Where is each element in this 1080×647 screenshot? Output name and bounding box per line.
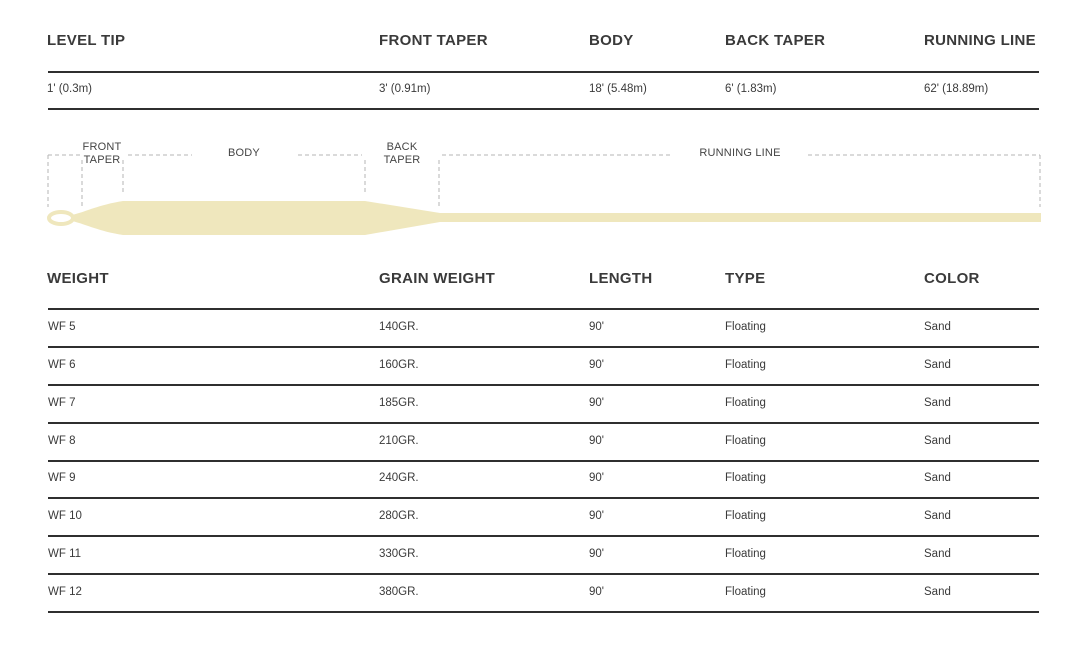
row-divider xyxy=(48,384,1039,386)
color-cell: Sand xyxy=(924,510,951,522)
weight-cell: WF 9 xyxy=(48,472,76,484)
row-divider xyxy=(48,611,1039,613)
front-taper-header: FRONT TAPER xyxy=(379,32,488,49)
diagram-running-line-label: RUNNING LINE xyxy=(699,147,781,159)
front-taper-value: 3' (0.91m) xyxy=(379,83,431,95)
grain-weight-cell: 380GR. xyxy=(379,586,419,598)
length-cell: 90' xyxy=(589,359,604,371)
grain-weight-header: GRAIN WEIGHT xyxy=(379,270,496,287)
row-divider xyxy=(48,573,1039,575)
fly-line-shape xyxy=(72,201,1041,235)
grain-weight-cell: 210GR. xyxy=(379,435,419,447)
grain-weight-cell: 160GR. xyxy=(379,359,419,371)
weight-cell: WF 8 xyxy=(48,435,76,447)
back-taper-value: 6' (1.83m) xyxy=(725,83,777,95)
type-cell: Floating xyxy=(725,472,766,484)
color-cell: Sand xyxy=(924,359,951,371)
front-taper-label-line2: TAPER xyxy=(83,154,121,166)
diagram-body-label: BODY xyxy=(228,147,260,159)
color-cell: Sand xyxy=(924,586,951,598)
length-header: LENGTH xyxy=(589,270,653,287)
grain-weight-cell: 185GR. xyxy=(379,397,419,409)
running-line-value: 62' (18.89m) xyxy=(924,83,989,95)
color-cell: Sand xyxy=(924,548,951,560)
color-cell: Sand xyxy=(924,397,951,409)
length-cell: 90' xyxy=(589,397,604,409)
back-taper-label-line1: BACK xyxy=(386,141,418,153)
length-cell: 90' xyxy=(589,586,604,598)
back-taper-header: BACK TAPER xyxy=(725,32,826,49)
row-divider xyxy=(48,535,1039,537)
weight-cell: WF 10 xyxy=(48,510,82,522)
length-cell: 90' xyxy=(589,548,604,560)
color-cell: Sand xyxy=(924,435,951,447)
row-divider xyxy=(48,346,1039,348)
weight-cell: WF 11 xyxy=(48,548,82,560)
type-cell: Floating xyxy=(725,397,766,409)
row-divider xyxy=(48,460,1039,462)
grain-weight-cell: 280GR. xyxy=(379,510,419,522)
level-tip-header: LEVEL TIP xyxy=(47,32,126,49)
type-cell: Floating xyxy=(725,321,766,333)
weight-cell: WF 5 xyxy=(48,321,76,333)
body-header: BODY xyxy=(589,32,634,49)
weight-cell: WF 6 xyxy=(48,359,76,371)
fly-line-loop xyxy=(49,212,73,224)
row-divider xyxy=(48,497,1039,499)
diagram-back-taper-label xyxy=(378,141,426,167)
body-value: 18' (5.48m) xyxy=(589,83,647,95)
type-header: TYPE xyxy=(725,270,766,287)
running-line-header: RUNNING LINE xyxy=(924,32,1036,49)
type-cell: Floating xyxy=(725,586,766,598)
type-cell: Floating xyxy=(725,359,766,371)
front-taper-label-line1: FRONT xyxy=(82,141,122,153)
length-cell: 90' xyxy=(589,472,604,484)
color-header: COLOR xyxy=(924,270,980,287)
length-cell: 90' xyxy=(589,435,604,447)
specs-header-rule xyxy=(48,308,1039,310)
diagram-front-taper-label xyxy=(78,141,126,167)
type-cell: Floating xyxy=(725,435,766,447)
back-taper-label-line2: TAPER xyxy=(383,154,421,166)
weight-cell: WF 12 xyxy=(48,586,82,598)
weight-header: WEIGHT xyxy=(47,270,109,287)
length-cell: 90' xyxy=(589,321,604,333)
color-cell: Sand xyxy=(924,321,951,333)
length-cell: 90' xyxy=(589,510,604,522)
weight-cell: WF 7 xyxy=(48,397,76,409)
guide-lines xyxy=(48,155,1040,207)
color-cell: Sand xyxy=(924,472,951,484)
type-cell: Floating xyxy=(725,510,766,522)
grain-weight-cell: 240GR. xyxy=(379,472,419,484)
level-tip-value: 1' (0.3m) xyxy=(47,83,93,95)
row-divider xyxy=(48,422,1039,424)
type-cell: Floating xyxy=(725,548,766,560)
grain-weight-cell: 330GR. xyxy=(379,548,419,560)
grain-weight-cell: 140GR. xyxy=(379,321,419,333)
